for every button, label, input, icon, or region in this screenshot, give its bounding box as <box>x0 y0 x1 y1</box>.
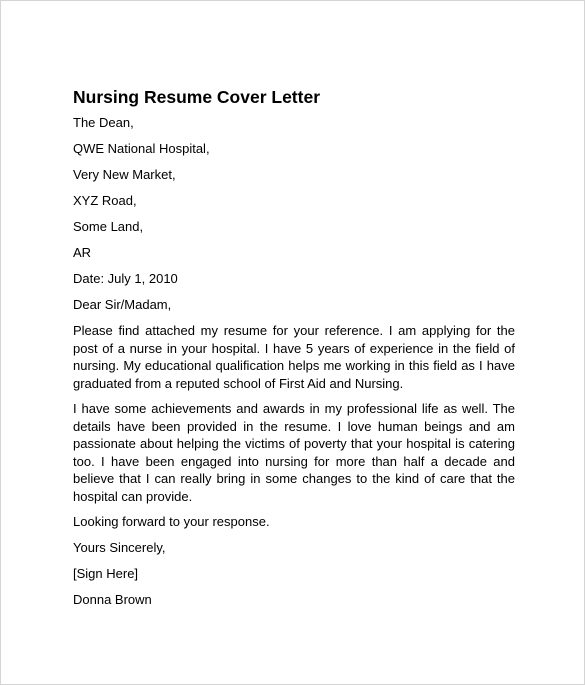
signature-placeholder: [Sign Here] <box>73 566 139 581</box>
address-line-region: Some Land, <box>73 219 144 234</box>
address-line-organization: QWE National Hospital, <box>73 141 210 156</box>
document-title: Nursing Resume Cover Letter <box>73 87 321 107</box>
address-line-area: Very New Market, <box>73 167 176 182</box>
body-paragraph-1: Please find attached my resume for your reference. I am applying for the post of a nurse in your hospital. I have 5 years of experience in the field of nursing. My educational qualification helps me working in this field as I have graduated from a reputed school of First Aid and Nursing. <box>73 323 515 391</box>
address-line-recipient: The Dean, <box>73 115 134 130</box>
letter-date: Date: July 1, 2010 <box>73 271 178 286</box>
salutation: Dear Sir/Madam, <box>73 297 172 312</box>
sign-off: Yours Sincerely, <box>73 540 166 555</box>
sender-name: Donna Brown <box>73 592 152 607</box>
body-paragraph-2: I have some achievements and awards in my professional life as well. The details have been provided in the resume. I love human beings and am passionate about helping the victims of poverty that your hospital is catering too. I have been engaged into nursing for more than half a decade and believe that I can really bring in some changes to the kind of care that the hospital can provide. <box>73 401 515 504</box>
closing-line: Looking forward to your response. <box>73 514 270 529</box>
cover-letter <box>73 85 515 617</box>
address-line-state: AR <box>73 245 92 260</box>
recipient-address <box>73 114 515 261</box>
address-line-street: XYZ Road, <box>73 193 137 208</box>
